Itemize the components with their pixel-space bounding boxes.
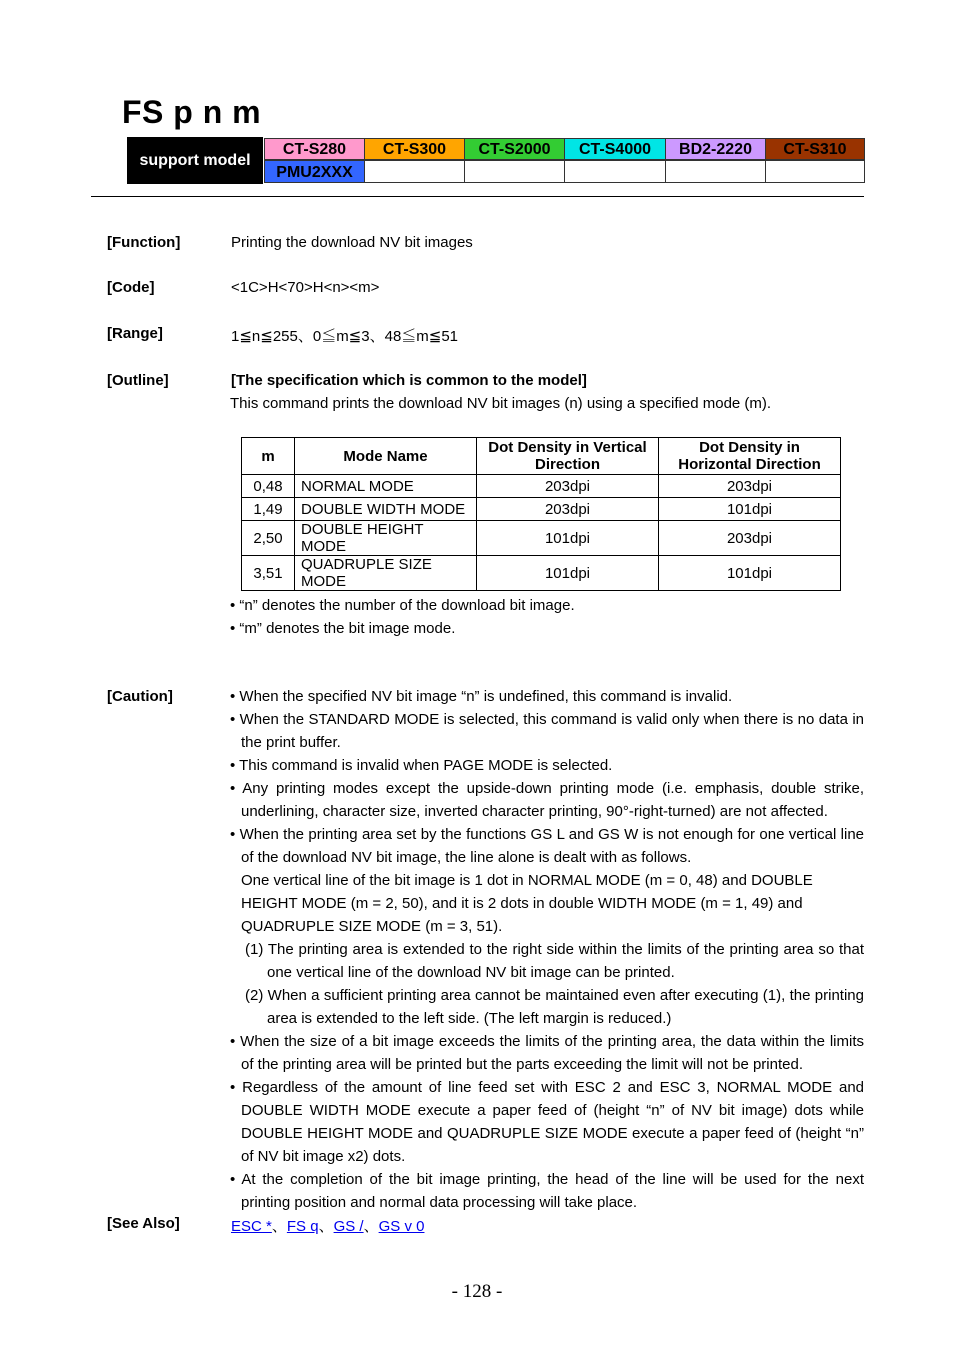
model-cell-empty <box>665 160 766 183</box>
table-cell: NORMAL MODE <box>295 475 477 498</box>
code-label: [Code] <box>107 279 155 296</box>
table-cell: 2,50 <box>242 521 295 556</box>
table-header: Mode Name <box>295 438 477 475</box>
table-cell: 1,49 <box>242 498 295 521</box>
table-header: m <box>242 438 295 475</box>
link-gs-v-0[interactable]: GS v 0 <box>378 1218 425 1235</box>
model-bd2-2220: BD2-2220 <box>665 138 766 160</box>
link-separator: 、 <box>271 1218 287 1235</box>
code-text: <1C>H<70>H<n><m> <box>231 279 380 296</box>
support-model-label: support model <box>127 137 263 184</box>
see-also-label: [See Also] <box>107 1215 180 1232</box>
table-cell: 203dpi <box>659 475 841 498</box>
table-row <box>242 498 841 521</box>
caution-item: • When the specified NV bit image “n” is undefined, this command is invalid. <box>230 688 733 705</box>
table-cell: 0,48 <box>242 475 295 498</box>
range-text: 1≦n≦255、0≦m≦3、48≦m≦51 <box>231 328 459 345</box>
caution-subitem: (1) The printing area is extended to the right side within the limits of the printing area so that one vertical line of the download NV bit image can be printed. <box>245 941 864 981</box>
function-text: Printing the download NV bit images <box>231 234 473 251</box>
table-cell: QUADRUPLE SIZE MODE <box>295 556 477 591</box>
table-header: Dot Density in Vertical Direction <box>477 438 659 475</box>
model-ct-s4000: CT-S4000 <box>564 138 666 160</box>
caution-list <box>230 685 864 1214</box>
outline-heading: [The specification which is common to the model] <box>231 372 587 389</box>
table-cell: 101dpi <box>659 498 841 521</box>
model-ct-s310: CT-S310 <box>765 138 865 160</box>
table-cell: 203dpi <box>659 521 841 556</box>
link-separator: 、 <box>363 1218 379 1235</box>
model-cell-empty <box>464 160 565 183</box>
table-cell: 101dpi <box>477 521 659 556</box>
table-cell: DOUBLE WIDTH MODE <box>295 498 477 521</box>
caution-subitem: (2) When a sufficient printing area cannot be maintained even after executing (1), the printing area is extended to the left side. (The left margin is reduced.) <box>245 987 864 1027</box>
table-row <box>242 521 841 556</box>
link-gs-slash[interactable]: GS / <box>333 1218 364 1235</box>
caution-label: [Caution] <box>107 688 173 705</box>
outline-note-m: • “m” denotes the bit image mode. <box>230 620 456 637</box>
page-number: - 128 - <box>451 1281 503 1302</box>
table-header-row <box>242 438 841 475</box>
model-ct-s280: CT-S280 <box>264 138 365 160</box>
caution-item: • Any printing modes except the upside-down printing mode (i.e. emphasis, double strike, underlining, character size, inverted character printing, 90°-right-turned) are not affected. <box>230 780 864 820</box>
function-label: [Function] <box>107 234 181 251</box>
table-cell: 3,51 <box>242 556 295 591</box>
table-cell: 101dpi <box>659 556 841 591</box>
mode-table <box>241 437 841 591</box>
outline-note-n: • “n” denotes the number of the download bit image. <box>230 597 575 614</box>
table-cell: 101dpi <box>477 556 659 591</box>
link-esc-star[interactable]: ESC * <box>231 1218 272 1235</box>
link-separator: 、 <box>318 1218 334 1235</box>
link-fs-q[interactable]: FS q <box>286 1218 319 1235</box>
model-ct-s2000: CT-S2000 <box>464 138 565 160</box>
table-cell: 203dpi <box>477 475 659 498</box>
outline-text: This command prints the download NV bit images (n) using a specified mode (m). <box>230 395 772 412</box>
range-label: [Range] <box>107 325 163 342</box>
caution-item: • At the completion of the bit image printing, the head of the line will be used for the next printing position and normal data processing will take place. <box>230 1171 864 1211</box>
model-cell-empty <box>765 160 865 183</box>
model-cell-empty <box>564 160 666 183</box>
table-row <box>242 475 841 498</box>
see-also-links <box>231 1215 424 1236</box>
caution-item: • When the STANDARD MODE is selected, this command is valid only when there is no data in the print buffer. <box>230 711 864 751</box>
header-divider <box>91 196 864 197</box>
caution-item: • This command is invalid when PAGE MODE is selected. <box>230 757 613 774</box>
caution-item: • When the size of a bit image exceeds the limits of the printing area, the data within the limits of the printing area will be printed but the parts exceeding the limit will not be printed. <box>230 1033 864 1073</box>
outline-label: [Outline] <box>107 372 169 389</box>
table-header: Dot Density in Horizontal Direction <box>659 438 841 475</box>
caution-item: • When the printing area set by the functions GS L and GS W is not enough for one vertical line of the download NV bit image, the line alone is dealt with as follows. <box>230 826 864 866</box>
model-ct-s300: CT-S300 <box>364 138 465 160</box>
model-pmu2xxx: PMU2XXX <box>264 160 365 183</box>
table-cell: 203dpi <box>477 498 659 521</box>
caution-item-continuation: One vertical line of the bit image is 1 dot in NORMAL MODE (m = 0, 48) and DOUBLE HEIGHT MODE (m = 2, 50), and it is 2 dots in double WIDTH MODE (m = 1, 49) and QUADRUPLE SIZE MODE (m = 3, 51). <box>241 872 813 935</box>
caution-item: • Regardless of the amount of line feed set with ESC 2 and ESC 3, NORMAL MODE and DOUBLE WIDTH MODE execute a paper feed of (height “n” of NV bit image) dots while DOUBLE HEIGHT MODE and QUADRUPLE SIZE MODE execute a paper feed of (height “n” of NV bit image x2) dots. <box>230 1079 864 1165</box>
page-title: FS p n m <box>122 94 262 130</box>
model-cell-empty <box>364 160 465 183</box>
table-cell: DOUBLE HEIGHT MODE <box>295 521 477 556</box>
table-row <box>242 556 841 591</box>
